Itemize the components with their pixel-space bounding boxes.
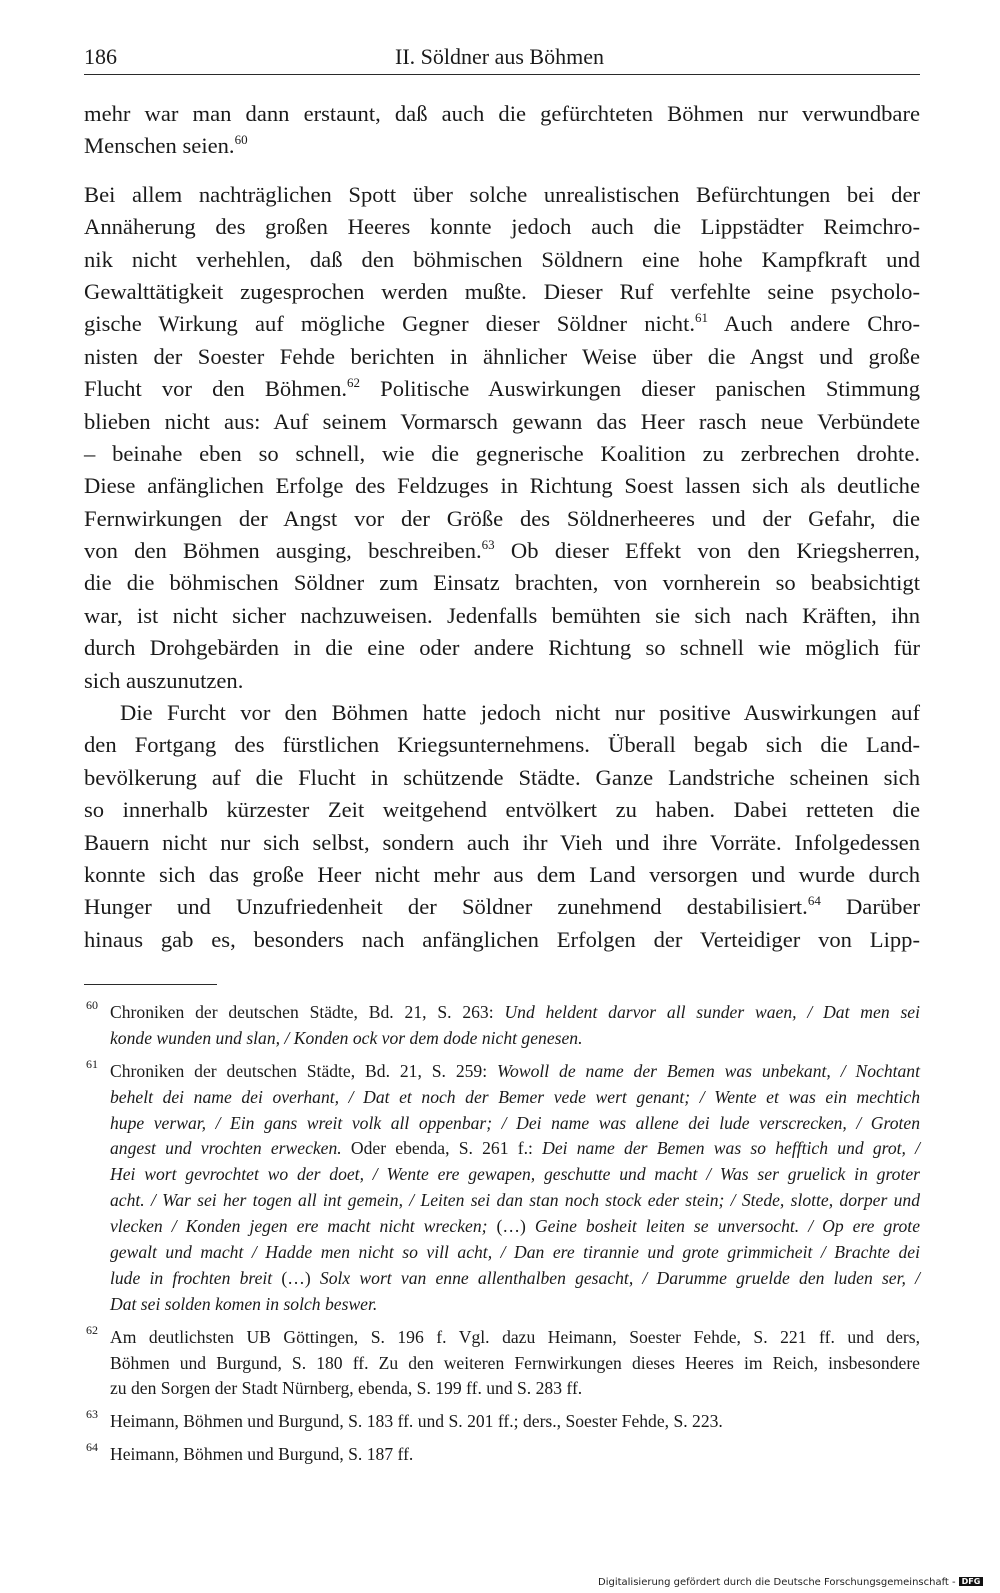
text-line-content: gische Wirkung auf mögliche Gegner dieser Söldner nicht.: [84, 311, 696, 337]
text-line: [84, 762, 920, 794]
text-line: [84, 924, 920, 956]
text-line: [84, 211, 920, 243]
text-line-content: mehr war man dann erstaunt, daß auch die gefürchteten Böhmen nur verwundbare: [84, 101, 920, 126]
footnote-text: Heimann, Böhmen und Burgund, S. 183 ff. und S. 201 ff.; ders., Soester Fehde, S. 223.: [110, 1411, 723, 1432]
footnote-text: Heimann, Böhmen und Burgund, S. 187 ff.: [110, 1444, 414, 1465]
footnote: [84, 1322, 920, 1403]
footnote-quotation: behelt dei name dei overhant, / Dat et noch der Bemer vede wert genant; / Wente et was ein mechtich: [110, 1086, 920, 1107]
text-line-content: die die böhmischen Söldner zum Einsatz brachten, von vornherein so beabsichtigt: [84, 570, 920, 596]
text-line-content: konnte sich das große Heer nicht mehr aus dem Land versorgen und wurde durch: [84, 861, 920, 887]
text-line: [84, 406, 920, 438]
footnote-quotation: gewalt und macht / Hadde men nicht so vill acht, / Dan ere tirannie und grote grimmicheit / Brachte dei: [110, 1242, 920, 1263]
footnote-number: 64: [86, 1440, 98, 1455]
text-line: [84, 98, 920, 130]
text-line: [84, 891, 920, 923]
text-line-content: so innerhalb kürzester Zeit weitgehend entvölkert zu haben. Dabei retteten die: [84, 797, 920, 823]
footnote-text: Chroniken der deutschen Städte, Bd. 21, S. 259:: [110, 1060, 497, 1081]
digitization-notice: [598, 1577, 983, 1588]
footnote-quotation: konde wunden und slan, / Konden ock vor dem dode nicht genesen.: [110, 1027, 583, 1048]
text-line: [84, 697, 920, 729]
text-line-content: hinaus gab es, besonders nach anfänglichen Erfolgen der Verteidiger von Lipp-: [84, 926, 920, 952]
text-line: [84, 665, 920, 697]
footnote-text: Chroniken der deutschen Städte, Bd. 21, S. 263:: [110, 1002, 505, 1022]
text-line-content: – beinahe eben so schnell, wie die gegnerische Koalition zu zerbrechen drohte.: [84, 440, 920, 466]
text-line-content: Menschen seien.: [84, 133, 235, 159]
text-line: [84, 827, 920, 859]
text-line-content: Diese anfänglichen Erfolge des Feldzuges in Richtung Soest lassen sich als deutliche: [84, 473, 920, 499]
footnote-number: 61: [86, 1056, 98, 1071]
text-line-continuation: Ob dieser Effekt von den Kriegsherren,: [494, 538, 920, 564]
text-line: [84, 794, 920, 826]
footnote-line: [84, 1442, 920, 1468]
footnote-quotation: Und heldent darvor all sunder waen, / Dat men sei: [504, 1002, 920, 1022]
footnote-text: zu den Sorgen der Stadt Nürnberg, ebenda, S. 199 ff. und S. 283 ff.: [110, 1378, 583, 1399]
text-line: [84, 859, 920, 891]
footnote-text: (…): [487, 1216, 535, 1237]
text-line: [84, 567, 920, 599]
text-line-content: Bei allem nachträglichen Spott über solche unrealistischen Befürchtungen bei der: [84, 181, 920, 207]
text-line: [84, 244, 920, 276]
running-head-title: II. Söldner aus Böhmen: [395, 44, 604, 69]
text-line: [84, 373, 920, 405]
text-line-content: Die Furcht vor den Böhmen hatte jedoch nicht nur positive Auswirkungen auf: [120, 700, 920, 726]
text-line-continuation: Politische Auswirkungen dieser panischen Stimmung: [360, 376, 920, 402]
paragraph-gap: [84, 163, 920, 179]
footnote-quotation: angest und vrochten erwecken.: [110, 1138, 342, 1159]
text-line-content: nik nicht verhehlen, daß den böhmischen Söldnern eine hohe Kampfkraft und: [84, 246, 920, 272]
footnote-line: [84, 1240, 920, 1266]
text-line-content: von den Böhmen ausging, beschreiben.: [84, 538, 482, 564]
footnote-quotation: lude in frochten breit: [110, 1267, 273, 1288]
footnote-quotation: Geine bosheit leiten se unversocht. / Op ere grote: [534, 1216, 921, 1237]
footnote-quotation: acht. / War sei her togen all int gemein, / Leiten sei dan stan noch stock eder stein; / Stede, slotte, dorper und: [110, 1190, 920, 1211]
footnote-separator: [84, 984, 217, 985]
footnote-line: [84, 1056, 920, 1085]
text-line-content: Flucht vor den Böhmen.: [84, 376, 348, 402]
footnote-line: [84, 1292, 920, 1318]
footnote-reference[interactable]: 62: [347, 375, 361, 391]
footnote-text: Am deutlichsten UB Göttingen, S. 196 f. Vgl. dazu Heimann, Soester Fehde, S. 221 ff. und ders,: [110, 1326, 920, 1347]
text-line: [84, 600, 920, 632]
footnote-line: [84, 1111, 920, 1137]
text-line-content: nisten der Soester Fehde berichten in ähnlicher Weise über die Angst und große: [84, 343, 920, 369]
footnote-reference[interactable]: 64: [807, 893, 821, 909]
footnote: [84, 1000, 920, 1052]
footnote-line: [84, 1409, 920, 1435]
text-line: [84, 308, 920, 340]
text-line-content: Fernwirkungen der Angst vor der Größe des Söldnerheeres und der Gefahr, die: [84, 505, 920, 531]
footnote: [84, 1442, 920, 1468]
footnote-number: 62: [86, 1322, 98, 1337]
text-line: [84, 179, 920, 211]
text-line: [84, 438, 920, 470]
footnote-reference[interactable]: 61: [695, 310, 709, 326]
text-line: [84, 341, 920, 373]
footnote-reference[interactable]: 60: [234, 132, 248, 148]
text-line-content: Gewalttätigkeit zugesprochen werden mußte. Dieser Ruf verfehlte seine psycholo-: [84, 278, 920, 304]
footnote-line: [84, 1136, 920, 1162]
text-line: [84, 130, 920, 162]
footnotes: [84, 1000, 920, 1475]
text-line-content: Annäherung des großen Heeres konnte jedoch auch die Lippstädter Reimchro-: [84, 214, 920, 240]
text-line-content: war, ist nicht sicher nachzuweisen. Jedenfalls bemühten sie sich nach Kräften, ihn: [84, 602, 920, 628]
footnote-number: 63: [86, 1407, 98, 1422]
text-line-content: den Fortgang des fürstlichen Kriegsunternehmens. Überall begab sich die Land-: [84, 732, 920, 758]
text-line: [84, 503, 920, 535]
text-line-content: Bauern nicht nur sich selbst, sondern auch ihr Vieh und ihre Vorräte. Infolgedessen: [84, 829, 920, 855]
footnote-line: [84, 1266, 920, 1292]
footnote-line: [84, 1026, 920, 1052]
footnote-quotation: hupe verwar, / Ein gans wreit volk all oppenbar; / Dei name was allene dei lude verscrecken, / Groten: [110, 1112, 920, 1133]
footnote-quotation: Dei name der Bemen was so hefftich und grot, /: [542, 1138, 921, 1159]
footnote-line: [84, 1162, 920, 1188]
footnote-text: (…): [272, 1267, 320, 1288]
footnote: [84, 1056, 921, 1318]
footnote: [84, 1409, 920, 1435]
text-line-content: Hunger und Unzufriedenheit der Söldner zunehmend destabilisiert.: [84, 894, 808, 920]
footnote-line: [84, 1322, 920, 1351]
text-line: [84, 729, 920, 761]
page-number: 186: [84, 44, 117, 69]
footnote-line: [84, 1188, 920, 1214]
running-header: [84, 40, 920, 75]
text-line: [84, 470, 920, 502]
text-line-content: bevölkerung auf die Flucht in schützende Städte. Ganze Landstriche scheinen sich: [84, 764, 920, 790]
footnote-text: Oder ebenda, S. 261 f.:: [341, 1138, 543, 1159]
text-line-content: blieben nicht aus: Auf seinem Vormarsch gewann das Heer rasch neue Verbündete: [84, 408, 920, 434]
footnote-number: 60: [86, 998, 98, 1012]
footnote-reference[interactable]: 63: [481, 537, 495, 553]
footnote-line: [84, 1351, 920, 1377]
footnote-quotation: Wowoll de name der Bemen was unbekant, / Nochtant: [497, 1060, 920, 1081]
footnote-line: [84, 1214, 920, 1240]
footnote-text: Böhmen und Burgund, S. 180 ff. Zu den weiteren Fernwirkungen dieses Heeres im Reich, insbesondere: [110, 1352, 920, 1373]
main-text: [84, 98, 920, 956]
dfg-logo: DFG: [959, 1577, 984, 1586]
text-line: [84, 632, 920, 664]
footnote-quotation: Dat sei solden komen in solch beswer.: [110, 1293, 378, 1314]
text-line: [84, 535, 920, 567]
footnote-quotation: Hei wort gevrochtet wo der doet, / Wente ere gewapen, geschutte und macht / Was ser gruelick in groter: [110, 1164, 920, 1185]
digitization-text: Digitalisierung gefördert durch die Deutsche Forschungsgemeinschaft -: [598, 1577, 956, 1588]
footnote-quotation: Solx wort van enne allenthalben gesacht, / Darumme gruelde den luden ser, /: [319, 1267, 921, 1288]
text-line-content: sich auszunutzen.: [84, 667, 244, 693]
text-line-continuation: Darüber: [820, 894, 920, 920]
footnote-line: [84, 1000, 920, 1026]
text-line-continuation: Auch andere Chro-: [708, 311, 920, 337]
footnote-line: [84, 1376, 920, 1402]
footnote-line: [84, 1085, 920, 1111]
footnote-quotation: vlecken / Konden jegen ere macht nicht wrecken;: [110, 1216, 488, 1237]
text-line: [84, 276, 920, 308]
text-line-content: durch Drohgebärden in die eine oder andere Richtung so schnell wie möglich für: [84, 635, 920, 661]
